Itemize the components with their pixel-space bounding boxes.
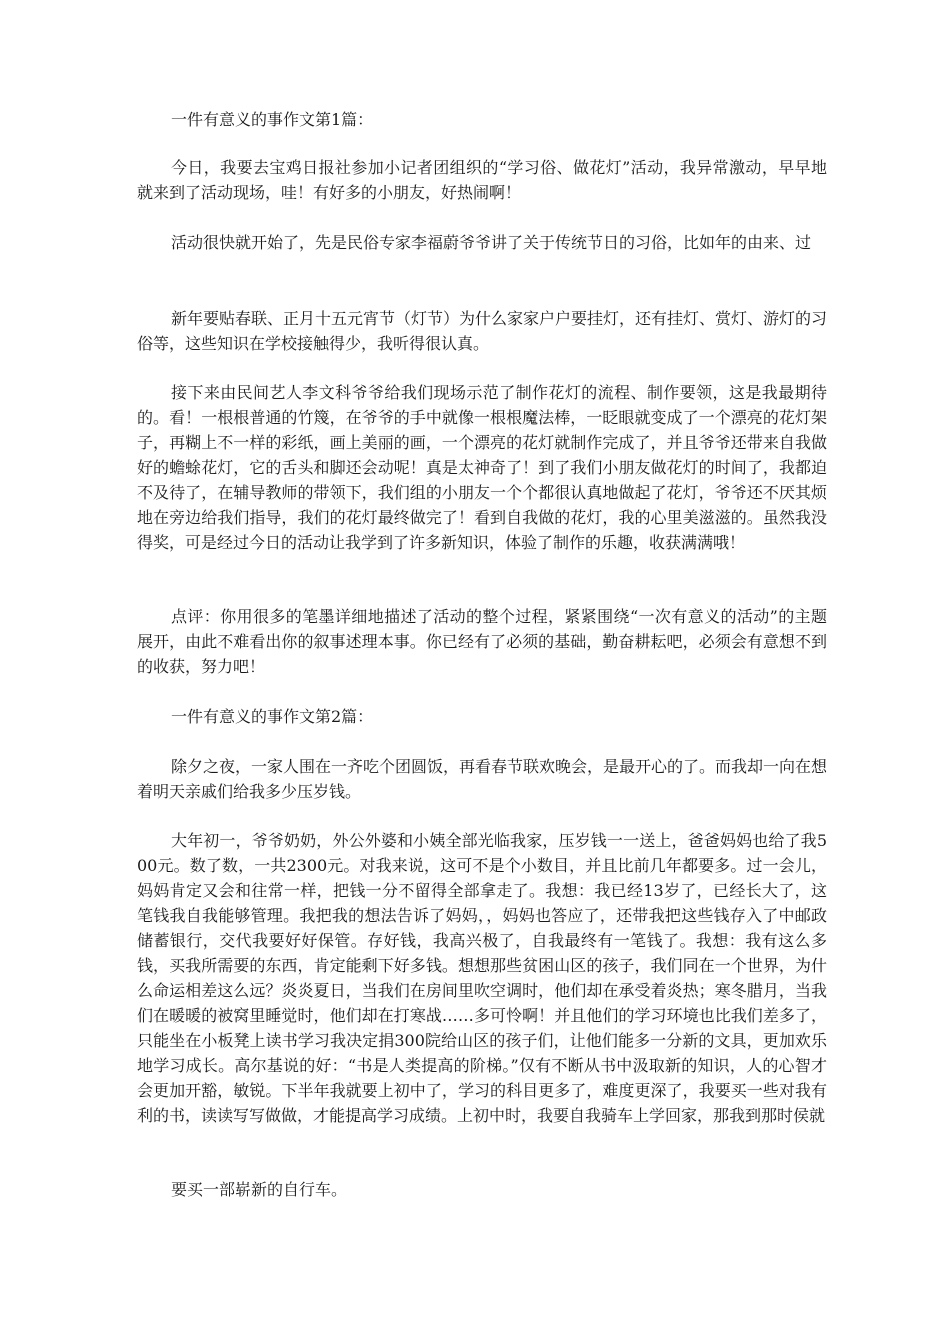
paragraph: 要买一部崭新的自行车。	[171, 1180, 348, 1199]
paragraph: 活动很快就开始了，先是民俗专家李福蔚爷爷讲了关于传统节日的习俗，比如年的由来、过	[171, 233, 812, 252]
paragraph: 大年初一，爷爷奶奶，外公外婆和小姨全部光临我家，压岁钱一一送上，爸爸妈妈也给了我500元。数了数，一共2300元。对我来说，这可不是个小数目，并且比前几年都要多。过一会儿，妈妈肯定又会和往常一样，把钱一分不留得全部拿走了。我想：我已经13岁了，已经长大了，这笔钱我自我能够管理。我把我的想法告诉了妈妈，，妈妈也答应了，还带我把这些钱存入了中邮政储蓄银行，交代我要好好保管。存好钱，我高兴极了，自我最终有一笔钱了。我想：我有这么多钱，买我所需要的东西，肯定能剩下好多钱。想想那些贫困山区的孩子，我们同在一个世界，为什么命运相差这么远？炎炎夏日，当我们在房间里吹空调时，他们却在承受着炎热；寒冬腊月，当我们在暖暖的被窝里睡觉时，他们却在打寒战……多可怜啊！并且他们的学习环境也比我们差多了，只能坐在小板凳上读书学习我决定捐300院给山区的孩子们，让他们能多一分新的文具，更加欢乐地学习成长。高尔基说的好：“书是人类提高的阶梯。”仅有不断从书中汲取新的知识，人的心智才会更加开豁，敏锐。下半年我就要上初中了，学习的科目更多了，难度更深了，我要买一些对我有利的书，读读写写做做，才能提高学习成绩。上初中时，我要自我骑车上学回家，那我到那时侯就	[137, 831, 827, 1125]
paragraph: 接下来由民间艺人李文科爷爷给我们现场示范了制作花灯的流程、制作要领，这是我最期待的。看！一根根普通的竹篾，在爷爷的手中就像一根根魔法棒，一眨眼就变成了一个漂亮的花灯架子，再糊上不一样的彩纸，画上美丽的画，一个漂亮的花灯就制作完成了，并且爷爷还带来自我做好的蟾蜍花灯，它的舌头和脚还会动呢！真是太神奇了！到了我们小朋友做花灯的时间了，我都迫不及待了，在辅导教师的带领下，我们组的小朋友一个个都很认真地做起了花灯，爷爷还不厌其烦地在旁边给我们指导，我们的花灯最终做完了！看到自我做的花灯，我的心里美滋滋的。虽然我没得奖，可是经过今日的活动让我学到了许多新知识，体验了制作的乐趣，收获满满哦！	[137, 383, 827, 552]
paragraph: 今日，我要去宝鸡日报社参加小记者团组织的“学习俗、做花灯”活动，我异常激动，早早地就来到了活动现场，哇！有好多的小朋友，好热闹啊！	[137, 158, 827, 202]
comment-paragraph: 点评：你用很多的笔墨详细地描述了活动的整个过程，紧紧围绕“一次有意义的活动”的主题展开，由此不难看出你的叙事述理本事。你已经有了必须的基础，勤奋耕耘吧，必须会有意想不到的收获，努力吧！	[137, 607, 827, 676]
paragraph: 新年要贴春联、正月十五元宵节（灯节）为什么家家户户要挂灯，还有挂灯、赏灯、游灯的习俗等，这些知识在学校接触得少，我听得很认真。	[137, 309, 828, 353]
paragraph: 除夕之夜，一家人围在一齐吃个团圆饭，再看春节联欢晚会，是最开心的了。而我却一向在想着明天亲戚们给我多少压岁钱。	[137, 757, 828, 801]
heading-essay-2: 一件有意义的事作文第2篇：	[171, 707, 374, 726]
heading-essay-1: 一件有意义的事作文第1篇：	[171, 110, 374, 129]
